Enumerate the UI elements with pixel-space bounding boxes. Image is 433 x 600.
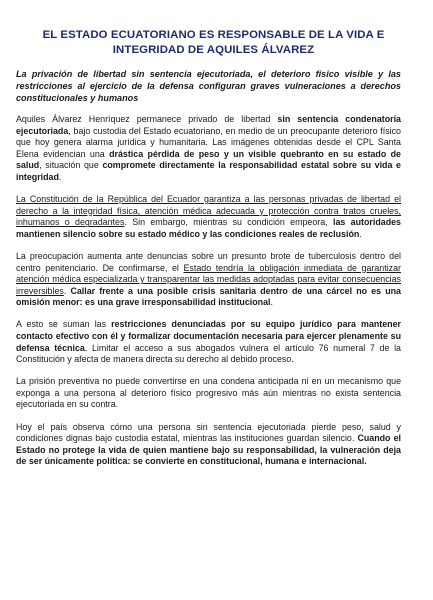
title-line-2: INTEGRIDAD DE AQUILES ÁLVAREZ xyxy=(112,44,315,56)
paragraph-5: La prisión preventiva no puede convertirse en una condena anticipada ni en un mecanismo que exponga a una persona al deterioro físico progresivo más aún mientras no exista sentencia ejecutoriada en su contra. xyxy=(16,376,401,410)
paragraph-6: Hoy el país observa cómo una persona sin sentencia ejecutoriada pierde peso, salud y condiciones dignas bajo custodia estatal, mientras las instituciones guardan silencio. Cuando el Estado no protege la vida de quien mantiene bajo su responsabilidad, la vulneración deja de ser únicamente política: se convierte en constitucional, humana e internacional. xyxy=(16,421,401,467)
paragraph-3: La preocupación aumenta ante denuncias sobre un presunto brote de tuberculosis dentro del centro penitenciario. De confirmarse, el Estado tendría la obligación inmediata de garantizar atención médica especializada y transparentar las medidas adoptadas para evitar consecuencias irreversibles. Callar frente a una posible crisis sanitaria dentro de una cárcel no es una omisión menor: es una grave irresponsabilidad institucional. xyxy=(16,250,401,308)
document-title xyxy=(26,28,401,58)
lead-paragraph: La privación de libertad sin sentencia ejecutoriada, el deterioro físico visible y las restricciones al ejercicio de la defensa configuran graves vulneraciones a derechos constitucionales y humanos xyxy=(16,69,401,103)
paragraph-2: La Constitución de la República del Ecuador garantiza a las personas privadas de libertad el derecho a la integridad física, atención médica adecuada y protección contra tratos crueles, inhumanos o degradantes. Sin embargo, mientras su condición empeora, las autoridades mantienen silencio sobre su estado médico y las condiciones reales de reclusión. xyxy=(16,194,401,239)
title-line-1: EL ESTADO ECUATORIANO ES RESPONSABLE DE LA VIDA E xyxy=(42,29,385,41)
paragraph-4: A esto se suman las restricciones denunciadas por su equipo jurídico para mantener contacto efectivo con él y formalizar documentación necesaria para ejercer plenamente su defensa técnica. Limitar el acceso a sus abogados vulnera el artículo 76 numeral 7 de la Constitución y afecta de manera directa su derecho al debido proceso. xyxy=(16,319,401,365)
paragraph-1: Aquiles Álvarez Henríquez permanece privado de libertad sin sentencia condenatoria ejecutoriada, bajo custodia del Estado ecuatoriano, en medio de un preocupante deterioro físico que hoy genera alarma jurídica y humanitaria. Las imágenes obtenidas desde el CPL Santa Elena evidencian una drástica pérdida de peso y un visible quebranto en su estado de salud, situación que compromete directamente la responsabilidad estatal sobre su vida e integridad. xyxy=(16,114,401,182)
